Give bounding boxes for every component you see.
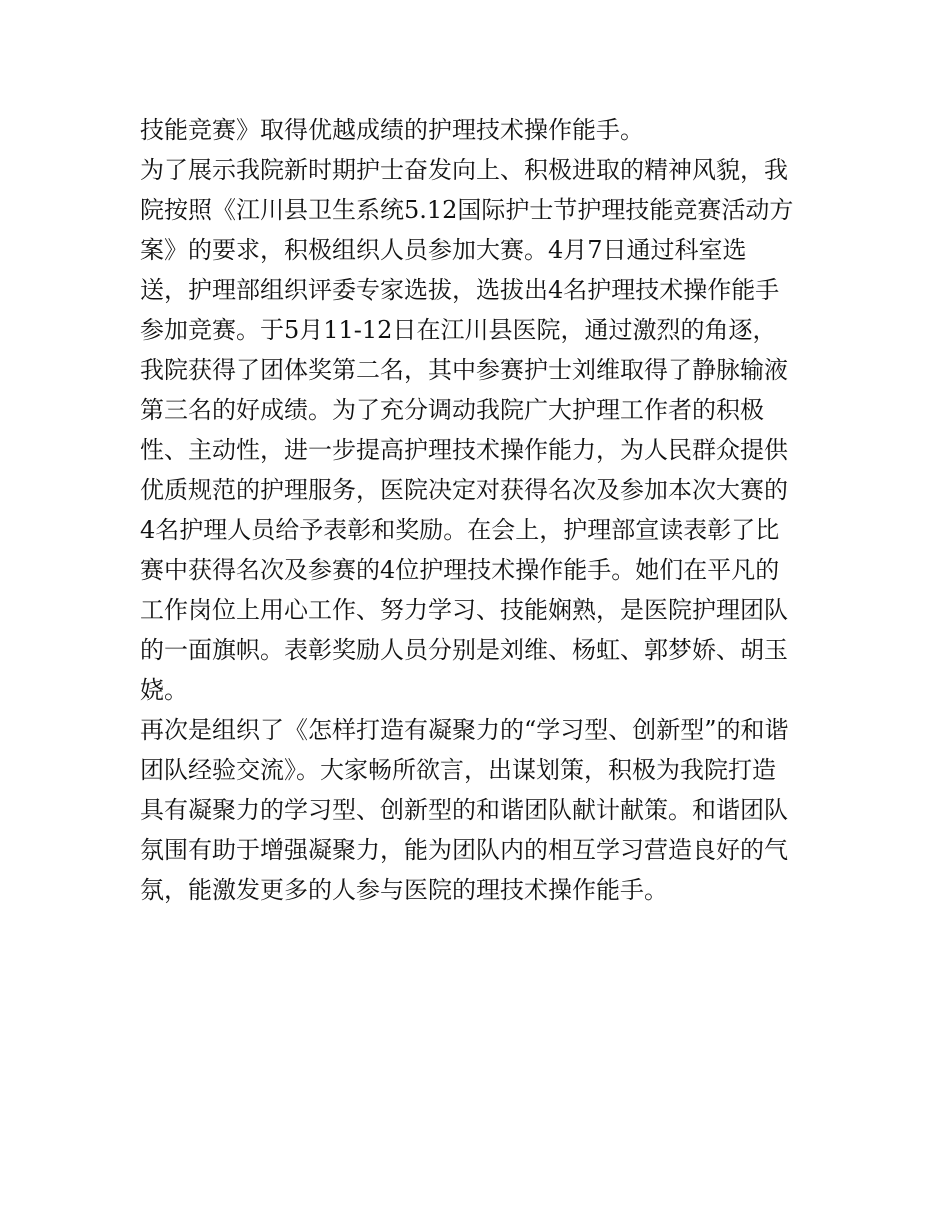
text-line: 性、主动性，进一步提高护理技术操作能力，为人民群众提供 — [140, 436, 788, 464]
text-line: 工作岗位上用心工作、努力学习、技能娴熟，是医院护理团队 — [140, 596, 788, 624]
text-line: 优质规范的护理服务，医院决定对获得名次及参加本次大赛的 — [140, 476, 788, 504]
text-line: 娆。 — [140, 676, 188, 704]
text-line: 具有凝聚力的学习型、创新型的和谐团队献计献策。和谐团队 — [140, 796, 788, 824]
text-line: 氛，能激发更多的人参与医院的理技术操作能手。 — [140, 876, 668, 904]
text-line: 再次是组织了《怎样打造有凝聚力的“学习型、创新型”的和谐 — [140, 716, 789, 744]
text-line: 院按照《江川县卫生系统5.12国际护士节护理技能竞赛活动方 — [140, 196, 794, 224]
text-line: 氛围有助于增强凝聚力，能为团队内的相互学习营造良好的气 — [140, 836, 788, 864]
text-line: 的一面旗帜。表彰奖励人员分别是刘维、杨虹、郭梦娇、胡玉 — [140, 636, 788, 664]
text-line: 赛中获得名次及参赛的4位护理技术操作能手。她们在平凡的 — [140, 556, 780, 584]
text-line: 技能竞赛》取得优越成绩的护理技术操作能手。 — [140, 116, 644, 144]
text-line: 团队经验交流》。大家畅所欲言，出谋划策，积极为我院打造 — [140, 756, 776, 784]
text-line: 案》的要求，积极组织人员参加大赛。4月7日通过科室选 — [140, 236, 747, 264]
text-line: 为了展示我院新时期护士奋发向上、积极进取的精神风貌，我 — [140, 156, 788, 184]
text-line: 我院获得了团体奖第二名，其中参赛护士刘维取得了静脉输液 — [140, 356, 788, 384]
text-line: 第三名的好成绩。为了充分调动我院广大护理工作者的积极 — [140, 396, 764, 424]
text-line: 送，护理部组织评委专家选拔，选拔出4名护理技术操作能手 — [140, 276, 780, 304]
text-line: 参加竞赛。于5月11-12日在江川县医院，通过激烈的角逐， — [140, 316, 777, 344]
body-text — [140, 110, 820, 910]
text-line: 4名护理人员给予表彰和奖励。在会上，护理部宣读表彰了比 — [140, 516, 780, 544]
